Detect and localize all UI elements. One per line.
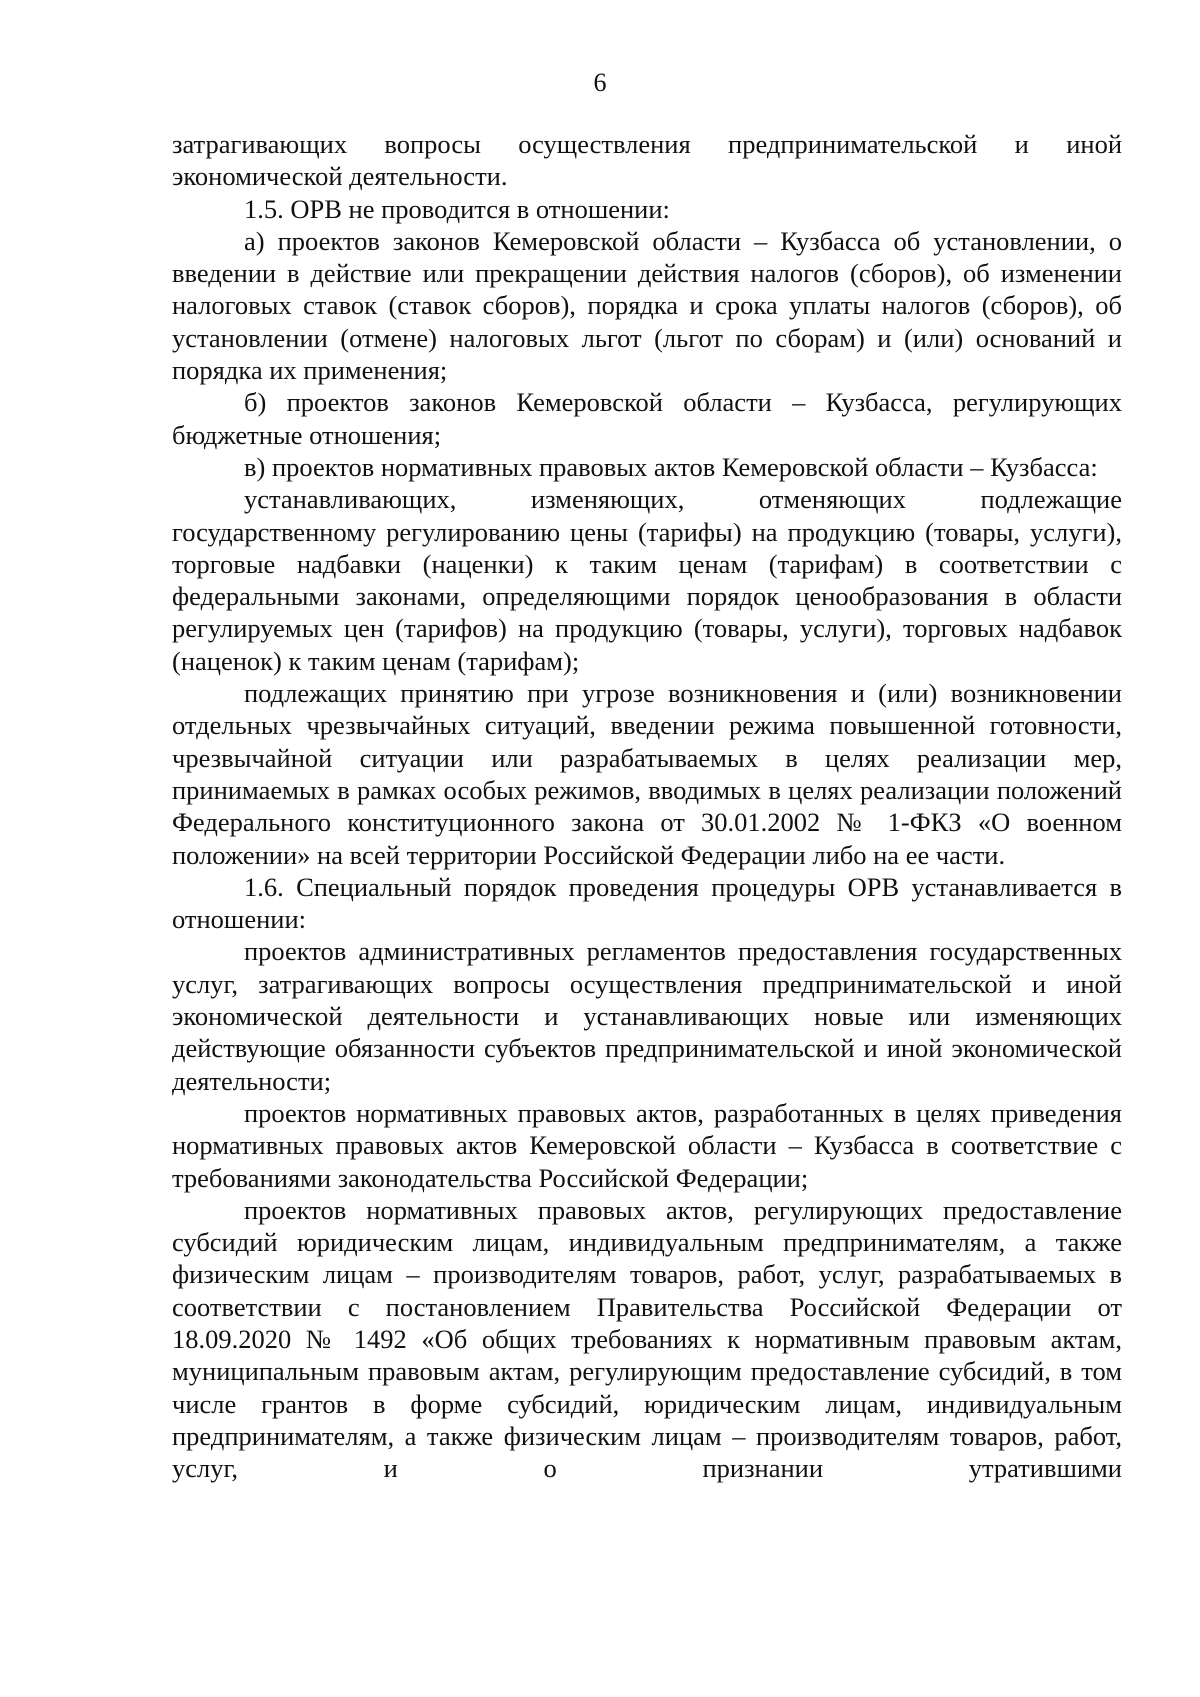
document-body — [172, 128, 1122, 1484]
paragraph-emergency: подлежащих принятию при угрозе возникновения и (или) возникновении отдельных чрезвычайных ситуаций, введении режима повышенной готовности, чрезвычайной ситуации или разрабатываемых в целях реализации мер, принимаемых в рамках особых режимов, вводимых в целях реализации положений Федерального конституционного закона от 30.01.2002 № 1-ФКЗ «О военном положении» на всей территории Российской Федерации либо на ее части. — [172, 678, 1122, 870]
paragraph-section-1-6: 1.6. Специальный порядок проведения процедуры ОРВ устанавливается в отношении: — [172, 871, 1122, 935]
paragraph-item-v: в) проектов нормативных правовых актов Кемеровской области – Кузбасса: — [244, 451, 1098, 482]
paragraph-continuation: затрагивающих вопросы осуществления предпринимательской и иной экономической деятельности. — [172, 129, 1122, 192]
paragraph-admin-regulations: проектов административных регламентов предоставления государственных услуг, затрагивающих вопросы осуществления предпринимательской и иной экономической деятельности и устанавливающих новые или изменяющих действующие обязанности субъектов предпринимательской и иной экономической деятельности; — [172, 936, 1122, 1096]
paragraph-legal-compliance: проектов нормативных правовых актов, разработанных в целях приведения нормативных правовых актов Кемеровской области – Кузбасса в соответствие с требованиями законодательства Российской Федерации; — [172, 1097, 1122, 1193]
paragraph-section-1-5: 1.5. ОРВ не проводится в отношении: — [244, 193, 670, 224]
paragraph-subsidies: проектов нормативных правовых актов, регулирующих предоставление субсидий юридическим лицам, индивидуальным предпринимателям, а также физическим лицам – производителям товаров, работ, услуг, разрабатываемых в соответствии с постановлением Правительства Российской Федерации от 18.09.2020 № 1492 «Об общих требованиях к нормативным правовым актам, муниципальным правовым актам, регулирующим предоставление субсидий, в том числе грантов в форме субсидий, юридическим лицам, индивидуальным предпринимателям, а также физическим лицам – производителям товаров, работ, услуг, и о признании утратившими — [172, 1194, 1122, 1484]
paragraph-item-b: б) проектов законов Кемеровской области – Кузбасса, регулирующих бюджетные отношения; — [172, 387, 1122, 450]
paragraph-prices-tariffs: устанавливающих, изменяющих, отменяющих подлежащие государственному регулированию цены (тарифы) на продукцию (товары, услуги), торговые надбавки (наценки) к таким ценам (тарифам) в соответствии с федеральными законами, определяющими порядок ценообразования в области регулируемых цен (тарифов) на продукцию (товары, услуги), торговых надбавок (наценок) к таким ценам (тарифам); — [172, 484, 1122, 676]
page-number: 6 — [593, 68, 607, 97]
paragraph-item-a: а) проектов законов Кемеровской области – Кузбасса об установлении, о введении в действие или прекращении действия налогов (сборов), об изменении налоговых ставок (ставок сборов), порядка и срока уплаты налогов (сборов), об установлении (отмене) налоговых льгот (льгот по сборам) и (или) оснований и порядка их применения; — [172, 225, 1122, 386]
